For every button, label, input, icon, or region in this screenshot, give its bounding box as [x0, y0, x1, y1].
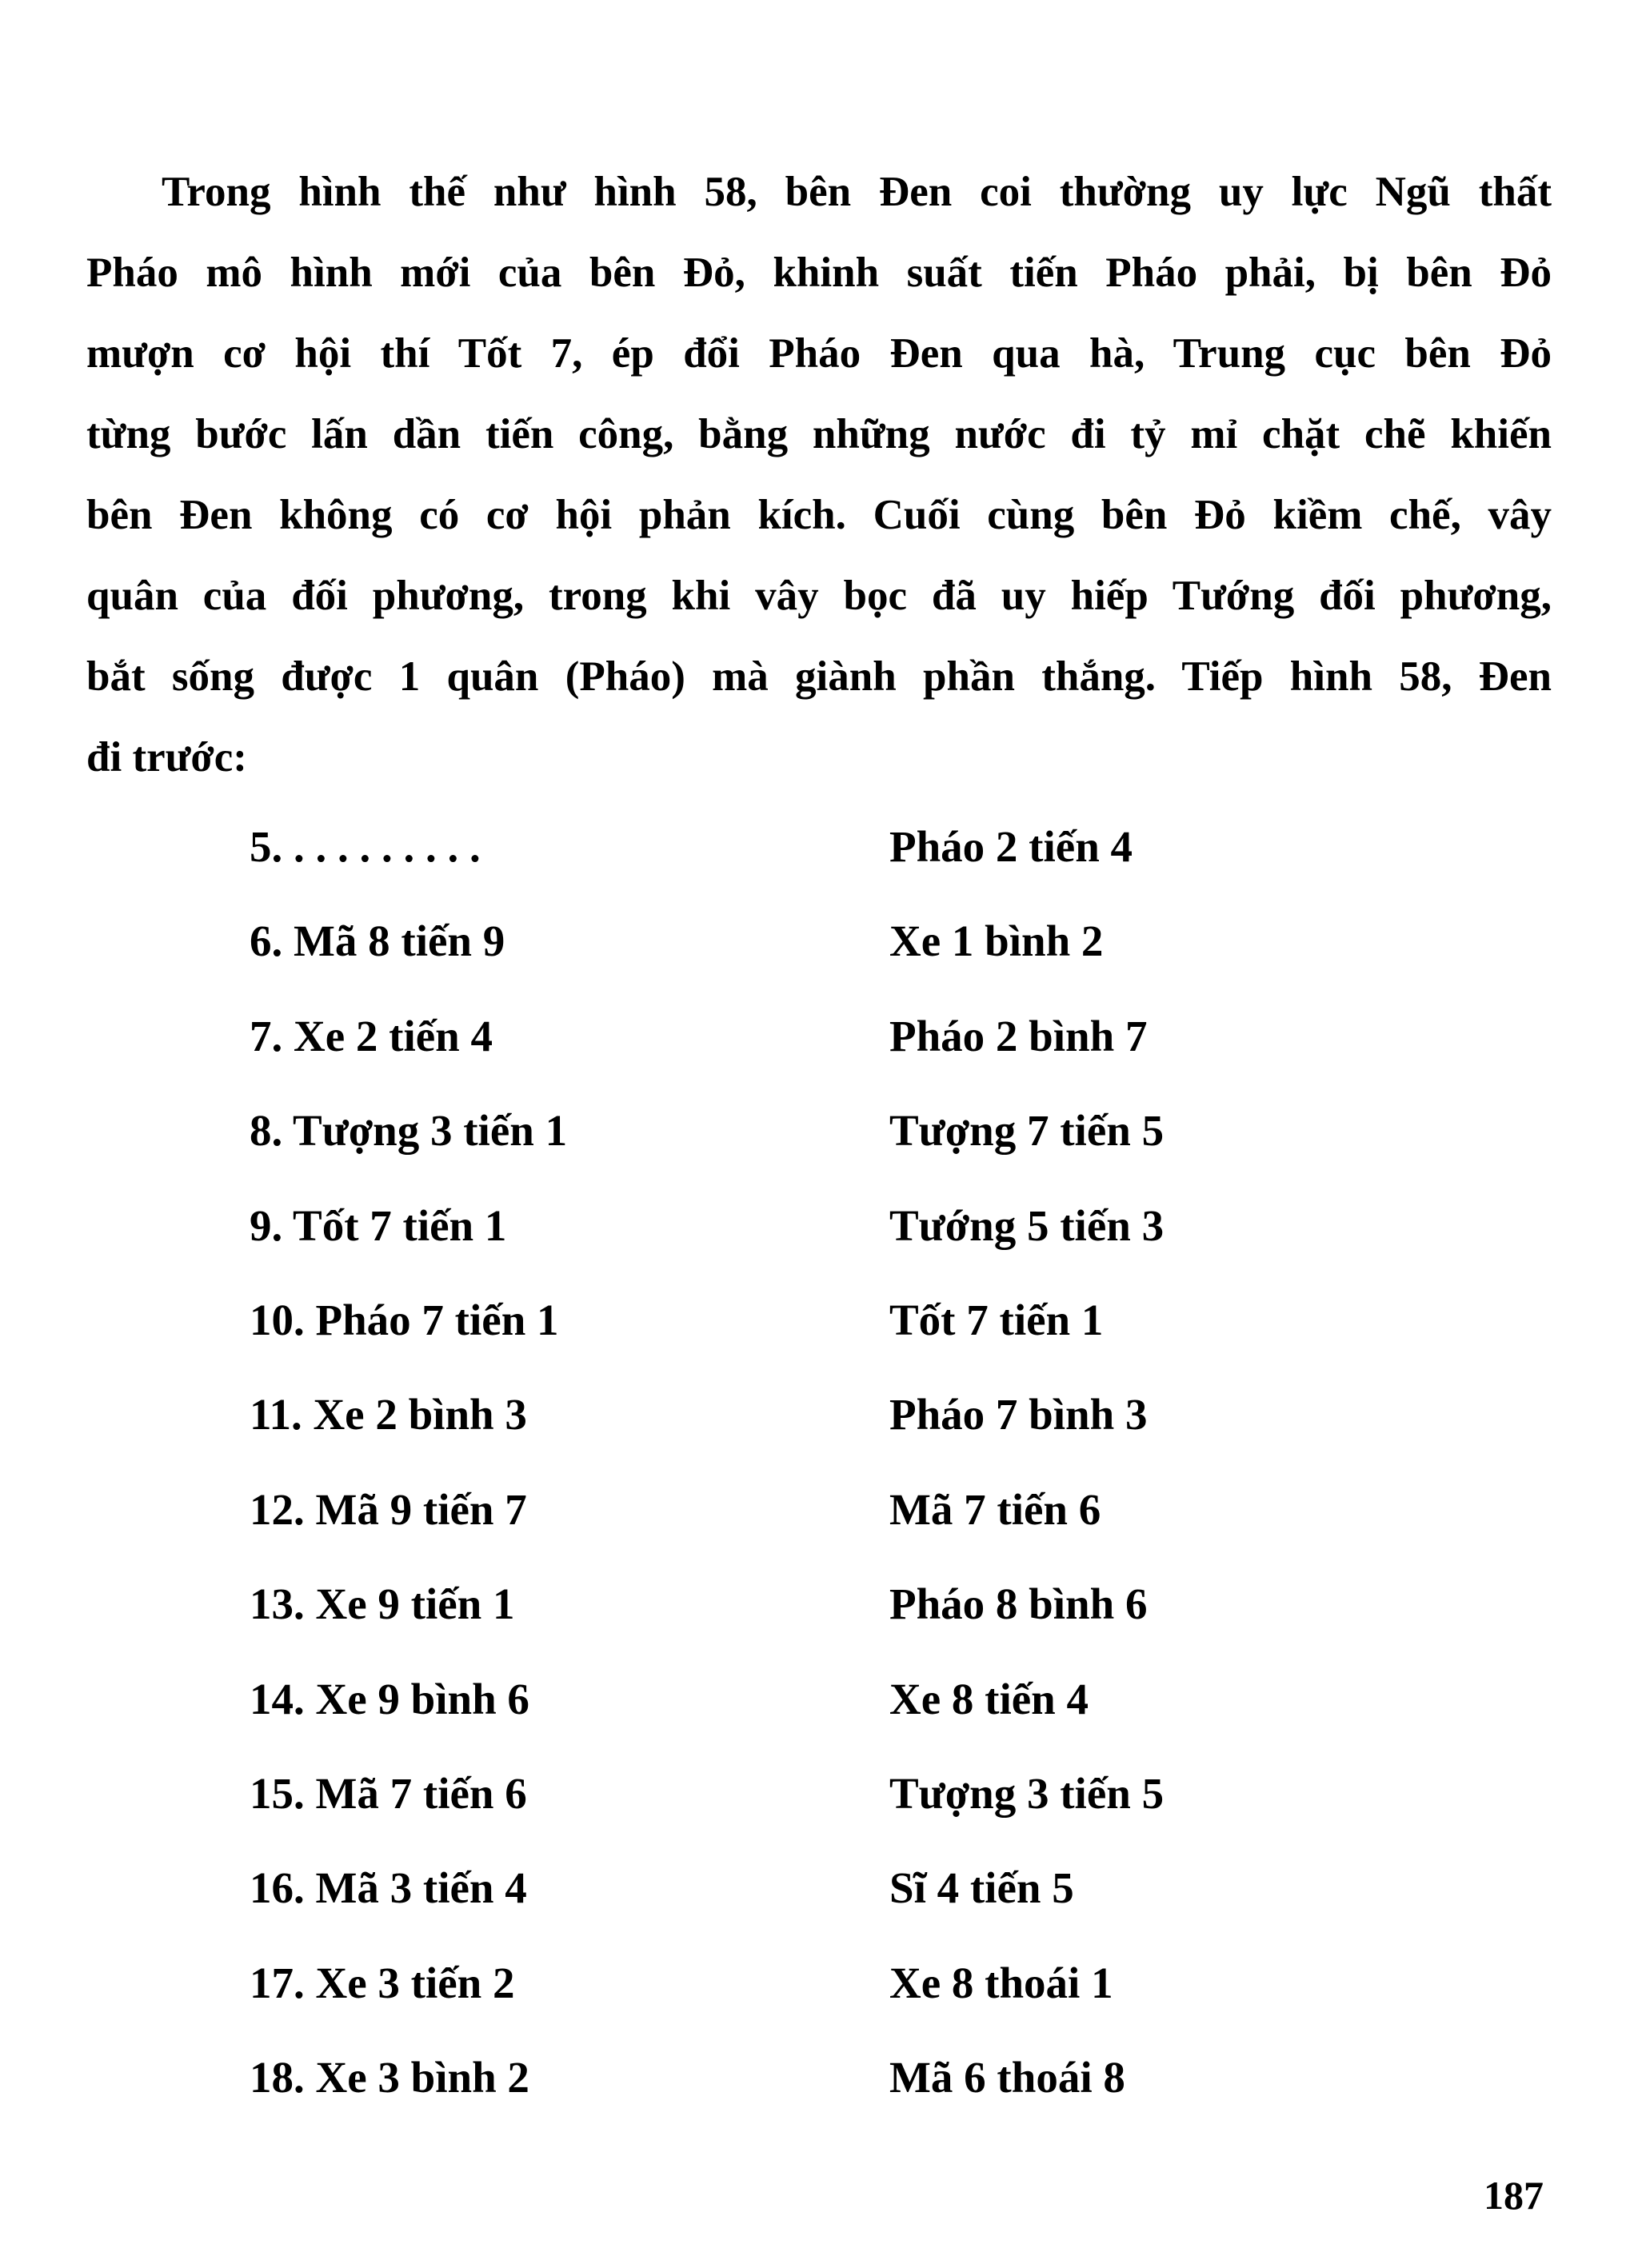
paragraph-line: bên Đen không có cơ hội phản kích. Cuối cùng bên Đỏ kiềm chế, vây [86, 492, 1552, 538]
red-move: 6. Mã 8 tiến 9 [250, 916, 505, 966]
move-row [250, 1557, 1369, 1651]
black-move: Tốt 7 tiến 1 [889, 1295, 1104, 1344]
black-move: Xe 1 bình 2 [889, 916, 1104, 966]
move-row [250, 1084, 1369, 1178]
paragraph-line-last: đi trước: [86, 734, 247, 781]
black-move: Xe 8 tiến 4 [889, 1674, 1089, 1723]
move-row [250, 1652, 1369, 1747]
red-move: 11. Xe 2 bình 3 [250, 1390, 527, 1439]
move-row [250, 1936, 1369, 2030]
paragraph-line: từng bước lấn dần tiến công, bằng những nước đi tỷ mỉ chặt chẽ khiến [86, 411, 1552, 457]
black-move: Mã 6 thoái 8 [889, 2053, 1125, 2102]
black-move: Pháo 8 bình 6 [889, 1579, 1148, 1629]
move-row [250, 2030, 1369, 2125]
page-number: 187 [1484, 2173, 1544, 2218]
paragraph-line: bắt sống được 1 quân (Pháo) mà giành phần thắng. Tiếp hình 58, Đen [86, 653, 1552, 700]
red-move: 15. Mã 7 tiến 6 [250, 1768, 527, 1818]
black-move: Tướng 5 tiến 3 [889, 1200, 1165, 1250]
move-row [250, 1463, 1369, 1557]
black-move: Tượng 7 tiến 5 [889, 1106, 1165, 1156]
black-move: Pháo 7 bình 3 [889, 1390, 1148, 1439]
black-move: Xe 8 thoái 1 [889, 1958, 1113, 2007]
paragraph-line: mượn cơ hội thí Tốt 7, ép đổi Pháo Đen qua hà, Trung cục bên Đỏ [86, 330, 1552, 377]
move-row [250, 894, 1369, 988]
black-move: Tượng 3 tiến 5 [889, 1768, 1165, 1818]
move-list [250, 800, 1369, 2125]
black-move: Mã 7 tiến 6 [889, 1484, 1101, 1534]
move-row [250, 1368, 1369, 1462]
red-move: 12. Mã 9 tiến 7 [250, 1484, 527, 1534]
move-row [250, 1841, 1369, 1935]
body-paragraph [86, 152, 1552, 798]
red-move: 5. . . . . . . . . . [250, 822, 481, 871]
paragraph-line: Trong hình thế như hình 58, bên Đen coi thường uy lực Ngũ thất [162, 169, 1552, 215]
red-move: 9. Tốt 7 tiến 1 [250, 1200, 507, 1250]
red-move: 14. Xe 9 bình 6 [250, 1674, 529, 1723]
red-move: 7. Xe 2 tiến 4 [250, 1011, 493, 1060]
red-move: 8. Tượng 3 tiến 1 [250, 1106, 568, 1156]
move-row [250, 1179, 1369, 1273]
red-move: 16. Mã 3 tiến 4 [250, 1863, 527, 1913]
black-move: Sĩ 4 tiến 5 [889, 1863, 1074, 1913]
red-move: 13. Xe 9 tiến 1 [250, 1579, 515, 1629]
move-row [250, 1747, 1369, 1841]
move-row [250, 800, 1369, 894]
black-move: Pháo 2 bình 7 [889, 1011, 1148, 1060]
red-move: 18. Xe 3 bình 2 [250, 2053, 529, 2102]
red-move: 17. Xe 3 tiến 2 [250, 1958, 515, 2007]
move-row [250, 1273, 1369, 1368]
paragraph-line: quân của đối phương, trong khi vây bọc đã uy hiếp Tướng đối phương, [86, 573, 1552, 619]
black-move: Pháo 2 tiến 4 [889, 822, 1133, 871]
red-move: 10. Pháo 7 tiến 1 [250, 1295, 559, 1344]
paragraph-line: Pháo mô hình mới của bên Đỏ, khinh suất tiến Pháo phải, bị bên Đỏ [86, 250, 1552, 296]
move-row [250, 989, 1369, 1084]
